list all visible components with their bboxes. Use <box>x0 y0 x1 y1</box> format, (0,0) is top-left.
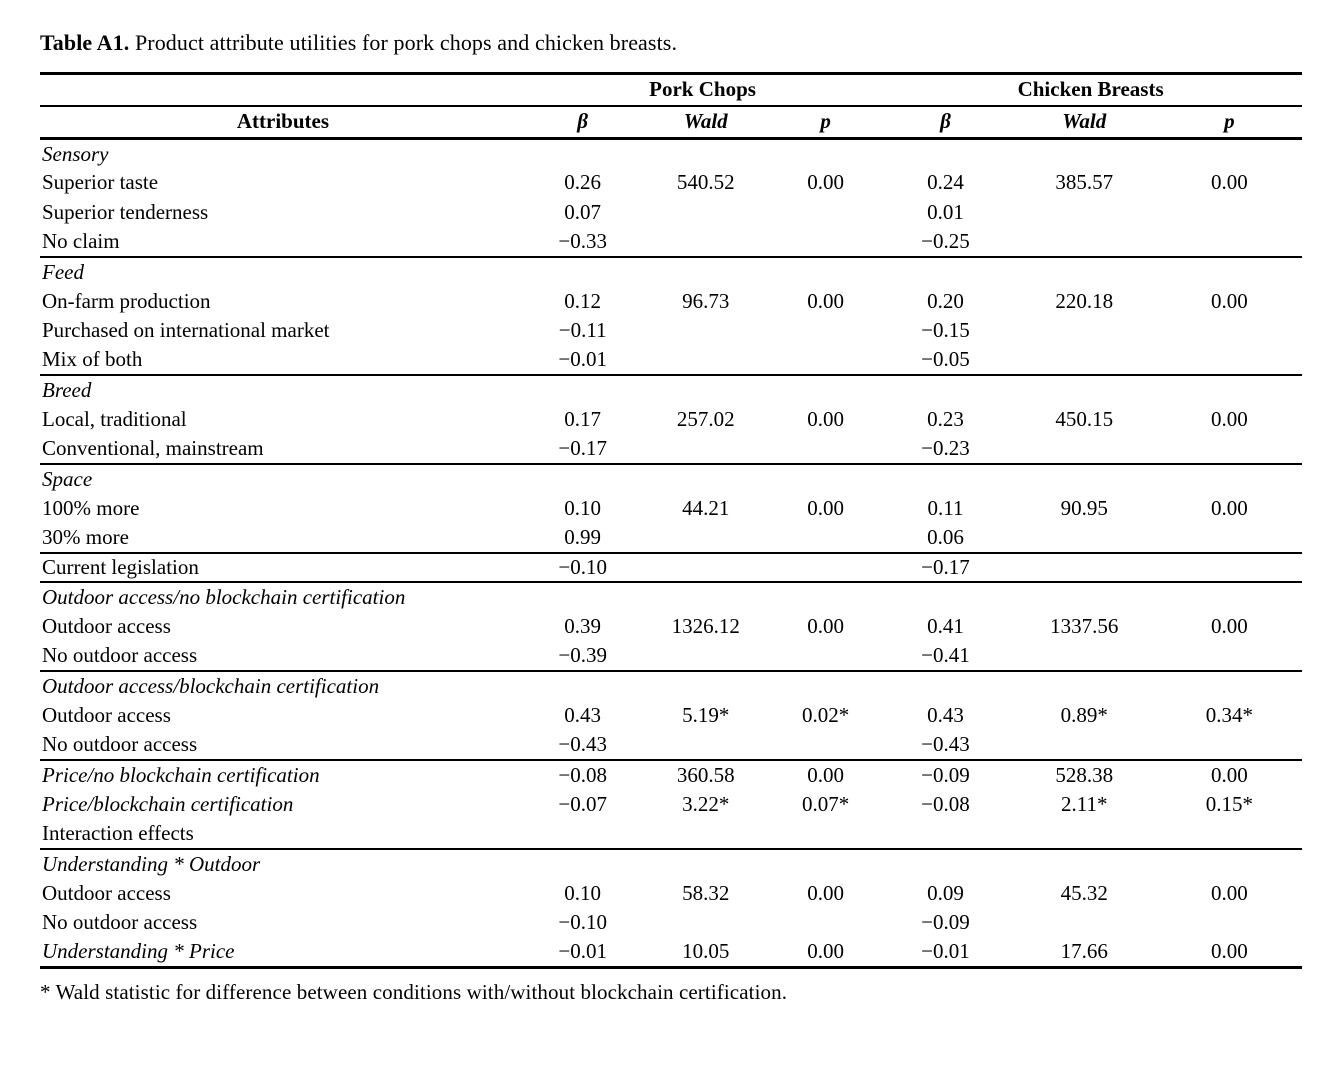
table-row <box>40 227 1302 257</box>
cell-value: 0.00 <box>1211 614 1248 639</box>
cell-value: 0.11 <box>927 495 964 520</box>
table-row <box>40 494 1302 524</box>
cell-value: 0.00 <box>807 170 844 195</box>
cell-value <box>639 139 772 169</box>
cell-value: 0.20 <box>927 288 964 313</box>
cell-value: 0.06 <box>879 523 1012 553</box>
table-row <box>40 730 1302 760</box>
section-label: Price/blockchain certification <box>42 791 294 816</box>
cell-value: −0.43 <box>879 730 1012 760</box>
cell-value <box>772 346 879 376</box>
cell-value: 0.00 <box>807 288 844 313</box>
cell-value: 0.24 <box>927 170 964 195</box>
cell-value <box>639 434 772 464</box>
cell-value: 0.00 <box>807 880 844 905</box>
utilities-table <box>40 72 1302 969</box>
cell-value: 360.58 <box>676 762 735 787</box>
cell-value: 5.19* <box>682 703 730 728</box>
group-header-row <box>40 74 1302 106</box>
cell-value <box>772 730 879 760</box>
table-caption-text: Product attribute utilities for pork chops and chicken breasts. <box>129 30 678 55</box>
cell-value: −0.39 <box>526 642 640 672</box>
footnote: * Wald statistic for difference between conditions with/without blockchain certification. <box>40 979 788 1004</box>
cell-value <box>772 139 879 169</box>
table-row <box>40 938 1302 968</box>
cell-value <box>1157 642 1302 672</box>
cell-value <box>1157 908 1302 938</box>
section-label: Outdoor access/no blockchain certification <box>42 585 406 610</box>
cell-value: 0.07* <box>801 791 850 816</box>
cell-value: 0.10 <box>564 880 602 905</box>
column-header-wald-chicken: Wald <box>1012 106 1157 139</box>
cell-value <box>879 582 1012 612</box>
cell-value <box>1157 316 1302 346</box>
cell-value: −0.25 <box>879 227 1012 257</box>
row-label: No outdoor access <box>40 642 526 672</box>
cell-value: 2.11* <box>1061 791 1108 816</box>
cell-value: 96.73 <box>682 288 730 313</box>
table-row <box>40 375 1302 405</box>
cell-value: 0.01 <box>927 199 964 224</box>
cell-value: −0.23 <box>879 434 1012 464</box>
cell-value <box>526 139 640 169</box>
cell-value: −0.33 <box>526 227 640 257</box>
cell-value: 10.05 <box>682 939 730 964</box>
table-row <box>40 790 1302 820</box>
cell-value: 17.66 <box>1060 939 1108 964</box>
cell-value: 0.39 <box>564 614 602 639</box>
cell-value <box>526 582 640 612</box>
cell-value <box>879 464 1012 494</box>
cell-value: 0.34* <box>1205 703 1254 728</box>
column-header-wald-pork: Wald <box>639 106 772 139</box>
cell-value <box>1012 642 1157 672</box>
cell-value: −0.05 <box>879 346 1012 376</box>
cell-value <box>526 671 640 701</box>
table-row <box>40 760 1302 790</box>
cell-value <box>1012 227 1157 257</box>
row-label: Mix of both <box>40 346 526 376</box>
table-row <box>40 523 1302 553</box>
cell-value: 0.12 <box>564 288 602 313</box>
cell-value: −0.17 <box>879 553 1012 583</box>
group-header-chicken-breasts: Chicken Breasts <box>879 74 1302 106</box>
cell-value <box>1157 553 1302 583</box>
cell-value: 0.26 <box>564 170 602 195</box>
cell-value <box>772 582 879 612</box>
row-label: No outdoor access <box>40 730 526 760</box>
table-row <box>40 464 1302 494</box>
column-header-row <box>40 106 1302 139</box>
cell-value: 0.07 <box>564 199 602 224</box>
cell-value <box>639 227 772 257</box>
cell-value <box>1157 375 1302 405</box>
cell-value: 0.10 <box>564 495 602 520</box>
cell-value: 0.43 <box>564 703 602 728</box>
cell-value <box>772 819 879 849</box>
cell-value: 220.18 <box>1055 288 1114 313</box>
cell-value <box>772 198 879 228</box>
section-label: Understanding * Outdoor <box>42 851 261 876</box>
cell-value <box>1157 464 1302 494</box>
cell-value <box>639 198 772 228</box>
cell-value: 1337.56 <box>1050 614 1119 639</box>
cell-value <box>772 464 879 494</box>
cell-value: −0.08 <box>921 791 970 816</box>
cell-value: 0.00 <box>1211 762 1248 787</box>
cell-value: −0.01 <box>558 939 607 964</box>
table-row <box>40 286 1302 316</box>
cell-value <box>1012 464 1157 494</box>
cell-value <box>526 257 640 287</box>
cell-value <box>1012 582 1157 612</box>
table-header <box>40 74 1302 139</box>
table-row <box>40 671 1302 701</box>
section-label: Price/no blockchain certification <box>42 762 320 787</box>
cell-value <box>1012 908 1157 938</box>
cell-value <box>639 257 772 287</box>
row-label: 30% more <box>40 523 526 553</box>
cell-value <box>526 375 640 405</box>
row-label: Outdoor access <box>42 703 171 728</box>
cell-value <box>1012 139 1157 169</box>
cell-value <box>772 908 879 938</box>
cell-value <box>772 849 879 879</box>
row-label: Superior tenderness <box>42 199 209 224</box>
cell-value <box>1157 346 1302 376</box>
cell-value <box>526 819 640 849</box>
cell-value: 44.21 <box>682 495 730 520</box>
cell-value <box>772 642 879 672</box>
cell-value <box>879 257 1012 287</box>
row-label: 100% more <box>42 495 140 520</box>
cell-value: 3.22* <box>682 791 730 816</box>
cell-value <box>879 671 1012 701</box>
cell-value <box>772 375 879 405</box>
cell-value: 0.15* <box>1205 791 1254 816</box>
section-label: Breed <box>42 378 92 403</box>
section-label: Sensory <box>42 141 109 166</box>
cell-value: 0.00 <box>1211 495 1248 520</box>
cell-value: 540.52 <box>676 170 735 195</box>
cell-value <box>879 139 1012 169</box>
cell-value: −0.11 <box>558 318 607 343</box>
cell-value: 90.95 <box>1060 495 1108 520</box>
cell-value <box>772 671 879 701</box>
cell-value <box>1012 375 1157 405</box>
section-label: Outdoor access/blockchain certification <box>42 673 380 698</box>
cell-value <box>639 908 772 938</box>
cell-value: 0.00 <box>1211 288 1248 313</box>
cell-value <box>1157 849 1302 879</box>
cell-value: 1326.12 <box>671 614 740 639</box>
table-row <box>40 878 1302 908</box>
cell-value: 450.15 <box>1055 407 1114 432</box>
table-row <box>40 642 1302 672</box>
cell-value: 257.02 <box>676 407 735 432</box>
cell-value: 0.00 <box>807 407 844 432</box>
cell-value <box>1012 730 1157 760</box>
cell-value: −0.08 <box>558 762 607 787</box>
row-label: No outdoor access <box>42 910 198 935</box>
column-header-p-pork: p <box>772 106 879 139</box>
cell-value <box>1012 434 1157 464</box>
cell-value: 0.00 <box>1211 407 1248 432</box>
cell-value <box>772 257 879 287</box>
row-label: No claim <box>40 227 526 257</box>
cell-value: 0.00 <box>1211 939 1248 964</box>
row-label: Interaction effects <box>40 819 526 849</box>
table-row <box>40 849 1302 879</box>
cell-value <box>1157 730 1302 760</box>
cell-value <box>639 316 772 346</box>
cell-value <box>1012 523 1157 553</box>
cell-value: 0.23 <box>927 407 964 432</box>
cell-value: 45.32 <box>1060 880 1108 905</box>
cell-value <box>1157 582 1302 612</box>
cell-value <box>1012 257 1157 287</box>
column-header-p-chicken: p <box>1157 106 1302 139</box>
row-label: Superior taste <box>42 170 159 195</box>
cell-value: 0.02* <box>801 703 850 728</box>
cell-value <box>639 730 772 760</box>
cell-value <box>1157 671 1302 701</box>
table-body <box>40 139 1302 968</box>
cell-value <box>1157 198 1302 228</box>
cell-value <box>526 849 640 879</box>
row-label: Local, traditional <box>42 407 187 432</box>
cell-value: −0.01 <box>526 346 640 376</box>
table-row <box>40 701 1302 731</box>
row-label: On-farm production <box>42 288 211 313</box>
cell-value <box>879 375 1012 405</box>
row-label: Outdoor access <box>42 614 171 639</box>
table-row <box>40 908 1302 938</box>
column-header-attributes: Attributes <box>40 106 526 139</box>
cell-value: 0.00 <box>1211 170 1248 195</box>
table-row <box>40 316 1302 346</box>
group-header-pork-chops: Pork Chops <box>526 74 879 106</box>
cell-value <box>639 464 772 494</box>
cell-value <box>1157 819 1302 849</box>
row-label: Conventional, mainstream <box>40 434 526 464</box>
cell-value: −0.43 <box>526 730 640 760</box>
table-row <box>40 405 1302 435</box>
cell-value <box>639 642 772 672</box>
cell-value: −0.09 <box>921 910 970 935</box>
column-header-beta-chicken: β <box>879 106 1012 139</box>
cell-value <box>1157 257 1302 287</box>
row-label: Purchased on international market <box>42 318 330 343</box>
cell-value: 0.00 <box>807 614 844 639</box>
cell-value: −0.10 <box>558 910 607 935</box>
cell-value: 0.00 <box>807 495 844 520</box>
cell-value: 0.09 <box>927 880 964 905</box>
column-header-beta-pork: β <box>526 106 640 139</box>
cell-value <box>639 819 772 849</box>
cell-value: −0.41 <box>879 642 1012 672</box>
cell-value <box>1157 139 1302 169</box>
cell-value: 528.38 <box>1055 762 1114 787</box>
section-label: Feed <box>42 259 84 284</box>
cell-value <box>1012 849 1157 879</box>
cell-value <box>639 553 772 583</box>
cell-value <box>772 316 879 346</box>
cell-value <box>772 434 879 464</box>
table-caption-label: Table A1. <box>40 30 130 55</box>
cell-value: 0.41 <box>927 614 964 639</box>
cell-value: 0.43 <box>927 703 964 728</box>
cell-value <box>526 464 640 494</box>
table-row <box>40 198 1302 228</box>
cell-value <box>879 849 1012 879</box>
section-label: Space <box>42 466 93 491</box>
cell-value: −0.15 <box>921 318 970 343</box>
cell-value: 0.99 <box>526 523 640 553</box>
cell-value <box>772 227 879 257</box>
section-label: Understanding * Price <box>42 939 235 964</box>
table-caption <box>40 30 1302 56</box>
cell-value <box>1012 198 1157 228</box>
cell-value <box>1012 316 1157 346</box>
cell-value <box>1157 523 1302 553</box>
cell-value <box>639 346 772 376</box>
row-label: Current legislation <box>40 553 526 583</box>
table-row <box>40 346 1302 376</box>
cell-value: 0.00 <box>807 762 844 787</box>
cell-value <box>639 582 772 612</box>
cell-value: 0.89* <box>1060 703 1108 728</box>
row-label: Outdoor access <box>42 880 171 905</box>
cell-value <box>639 671 772 701</box>
cell-value: −0.10 <box>526 553 640 583</box>
cell-value <box>639 523 772 553</box>
table-row <box>40 257 1302 287</box>
group-header-spacer <box>40 74 526 106</box>
table-row <box>40 168 1302 198</box>
cell-value: −0.17 <box>526 434 640 464</box>
cell-value: 0.00 <box>1211 880 1248 905</box>
table-row <box>40 582 1302 612</box>
table-row <box>40 434 1302 464</box>
cell-value <box>1157 434 1302 464</box>
cell-value: 58.32 <box>682 880 730 905</box>
cell-value <box>1157 227 1302 257</box>
cell-value: 385.57 <box>1055 170 1114 195</box>
table-row <box>40 139 1302 169</box>
table-row <box>40 553 1302 583</box>
cell-value: −0.01 <box>921 939 970 964</box>
cell-value: −0.07 <box>558 791 607 816</box>
cell-value: −0.09 <box>921 762 970 787</box>
cell-value <box>639 375 772 405</box>
cell-value <box>1012 671 1157 701</box>
cell-value <box>772 523 879 553</box>
cell-value <box>1012 819 1157 849</box>
cell-value <box>772 553 879 583</box>
table-row <box>40 819 1302 849</box>
cell-value: 0.00 <box>807 939 844 964</box>
table-row <box>40 612 1302 642</box>
cell-value <box>879 819 1012 849</box>
cell-value <box>639 849 772 879</box>
cell-value: 0.17 <box>564 407 602 432</box>
cell-value <box>1012 346 1157 376</box>
cell-value <box>1012 553 1157 583</box>
